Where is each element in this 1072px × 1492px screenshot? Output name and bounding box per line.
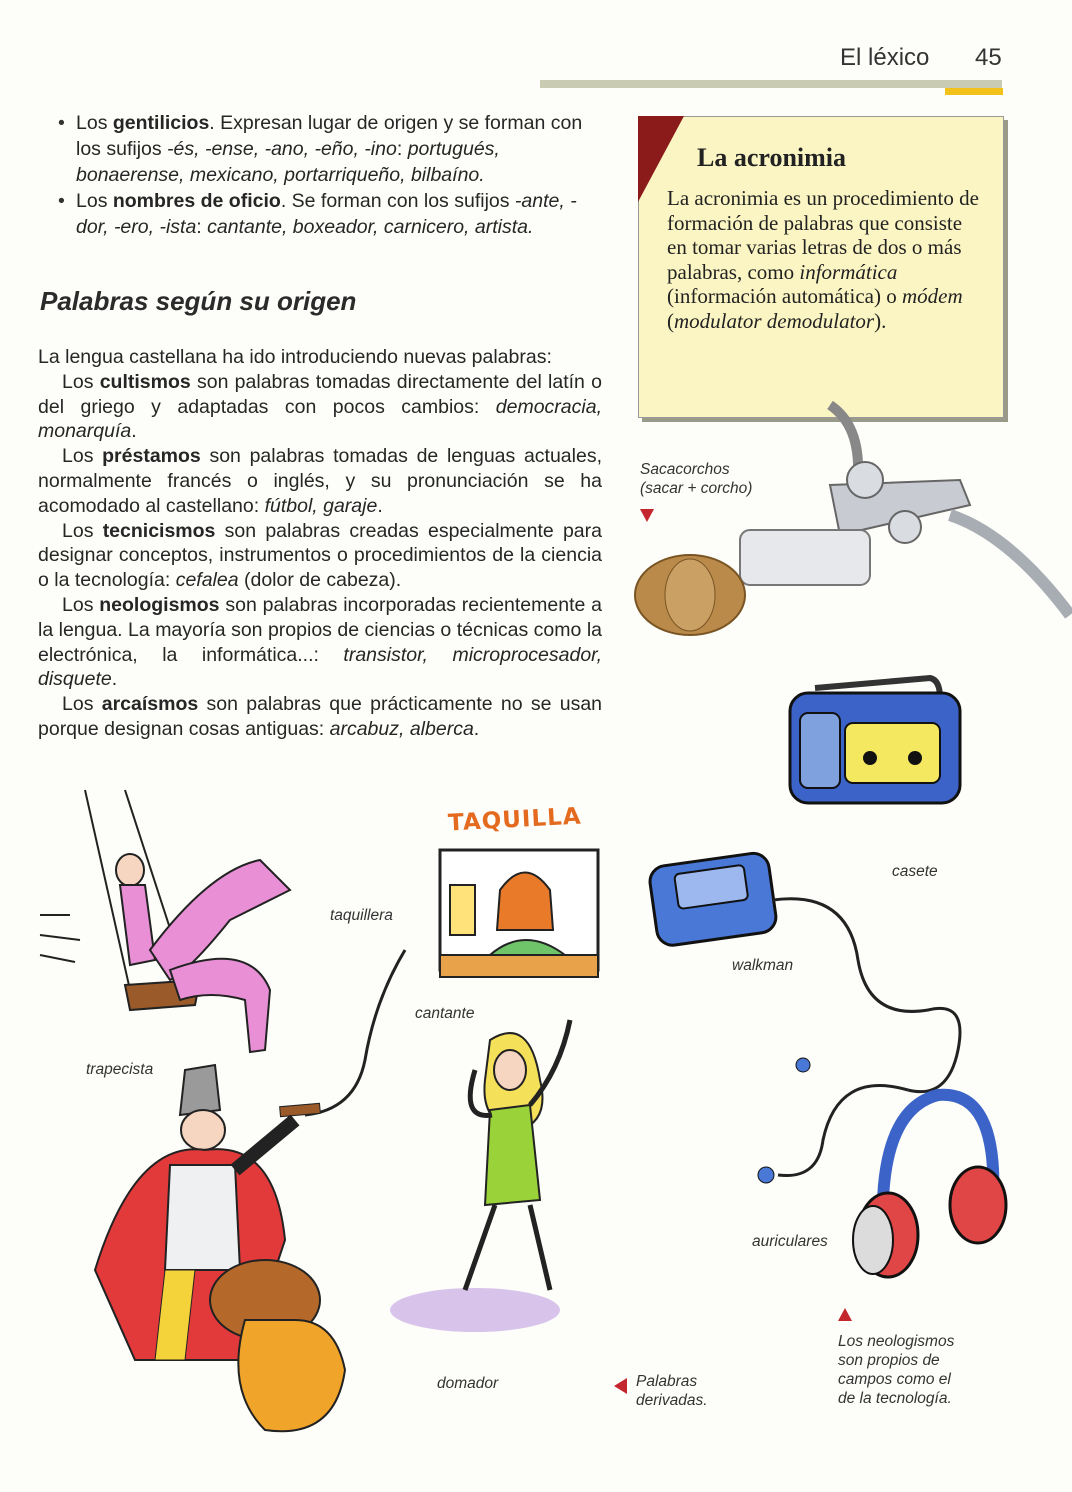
bullet-gentilicios xyxy=(58,110,603,188)
caption-line: son propios de xyxy=(838,1352,940,1369)
sidebar-text-b: (información automática) o xyxy=(667,284,902,309)
sidebar-text xyxy=(667,186,987,334)
para-text: son palabras incorporadas recientemente a la lengua. La mayoría son propios de ciencias o técnicas como la electrónica, la informática...: xyxy=(38,593,603,666)
sidebar-term: modulator demodulator xyxy=(674,308,875,333)
bullet-list xyxy=(58,110,603,240)
caption-line: de la tecnología. xyxy=(838,1390,952,1407)
sidebar-text-a: La acronimia es un procedimiento de formación de palabras que consiste en tomar varias letras de dos o más palabras, como xyxy=(667,186,979,284)
corkscrew-illustration xyxy=(630,385,1070,645)
caption-line: campos como el xyxy=(838,1371,951,1388)
para-lead: Los xyxy=(62,693,102,716)
caption-auriculares: auriculares xyxy=(752,1233,828,1250)
bullet-suffixes: -ante, -dor, -ero, -ista xyxy=(76,190,577,238)
caption-walkman: walkman xyxy=(732,957,794,974)
cassette-player-illustration xyxy=(780,668,970,818)
para-lead: Los xyxy=(62,519,103,542)
sidebar-title: La acronimia xyxy=(697,143,847,172)
para-term: tecnicismos xyxy=(102,519,216,542)
caption-trapecista: trapecista xyxy=(86,1061,154,1078)
caption-line: derivadas. xyxy=(636,1392,708,1409)
para-end: (dolor de cabeza). xyxy=(238,569,402,592)
bullet-term: gentilicios xyxy=(112,112,210,134)
para-term: neologismos xyxy=(99,593,220,616)
caption-neologismos xyxy=(838,1332,954,1408)
triangle-up-icon xyxy=(838,1308,852,1321)
sidebar-text-c: ( xyxy=(667,308,674,333)
bullet-text: . Se forman con los sufijos xyxy=(280,190,515,212)
bullet-colon: : xyxy=(396,138,408,160)
paragraph-neologismos xyxy=(38,593,602,692)
lion-tamer-illustration xyxy=(75,940,435,1460)
bullet-examples: cantante, boxeador, carnicero, artista. xyxy=(207,216,534,238)
bullet-text: . Expresan lugar de origen y se forman con los sufijos xyxy=(76,112,583,160)
para-examples: fútbol, garaje xyxy=(264,494,378,517)
para-text: son palabras que prácticamente no se usan porque designan cosas antiguas: xyxy=(38,693,603,740)
para-examples: arcabuz, alberca xyxy=(329,717,474,740)
bullet-lead: Los xyxy=(76,112,113,134)
caption-domador: domador xyxy=(437,1375,499,1392)
para-end: . xyxy=(131,420,137,443)
paragraph-arcaismos xyxy=(38,692,602,742)
bullet-examples: portugués, bonaerense, mexicano, portarriqueño, bilbaíno. xyxy=(76,138,500,186)
para-end: . xyxy=(377,494,383,517)
para-lead: Los xyxy=(62,593,100,616)
header-accent-bar xyxy=(945,88,1003,95)
sidebar-text-d: ). xyxy=(874,308,887,333)
para-examples: transistor, microprocesador, disquete xyxy=(38,643,603,691)
para-lead: Los xyxy=(62,370,100,393)
walkman-illustration xyxy=(648,840,1028,1260)
paragraph-tecnicismos xyxy=(38,519,602,593)
para-term: préstamos xyxy=(102,445,201,468)
caption-line: (sacar + corcho) xyxy=(640,480,753,497)
paragraph-cultismos xyxy=(38,370,602,444)
triangle-left-icon xyxy=(614,1378,627,1394)
sidebar-term: módem xyxy=(902,284,963,309)
caption-derivadas xyxy=(636,1372,708,1410)
bullet-oficio xyxy=(58,188,603,240)
paragraph-prestamos xyxy=(38,444,602,518)
para-text: son palabras tomadas directamente del latín o del griego y adaptadas con pocos cambios: xyxy=(38,370,603,418)
para-text: son palabras creadas especialmente para designar conceptos, instrumentos o procedimientos de la ciencia o la tecnología: xyxy=(38,519,602,592)
caption-casete: casete xyxy=(892,863,938,880)
para-term: cultismos xyxy=(99,370,191,393)
para-end: . xyxy=(473,717,480,740)
para-lead: Los xyxy=(62,445,103,468)
sidebar-term: informática xyxy=(799,259,898,284)
para-examples: cefalea xyxy=(175,569,239,592)
bullet-lead: Los xyxy=(76,190,113,212)
caption-line: Los neologismos xyxy=(838,1333,955,1350)
body-text xyxy=(38,345,602,742)
para-end: . xyxy=(111,668,118,691)
caption-taquillera: taquillera xyxy=(330,907,393,924)
para-examples: democracia, monarquía xyxy=(38,395,602,443)
bullet-colon: : xyxy=(196,216,208,238)
page-number: 45 xyxy=(975,44,1002,71)
running-head: El léxico xyxy=(840,44,930,71)
bullet-term: nombres de oficio xyxy=(112,190,281,212)
caption-line: Palabras xyxy=(636,1373,698,1390)
para-term: arcaísmos xyxy=(101,693,199,716)
bullet-suffixes: -és, -ense, -ano, -eño, -ino xyxy=(167,138,397,160)
section-title: Palabras según su origen xyxy=(40,286,357,316)
header-rule xyxy=(540,80,1002,88)
ticket-booth-illustration xyxy=(435,845,605,985)
taquilla-sign: TAQUILLA xyxy=(447,803,583,837)
para-text: son palabras tomadas de lenguas actuales, normalmente francés o inglés, y su pronunciación se ha acomodado al castellano: xyxy=(38,445,602,517)
caption-line: Sacacorchos xyxy=(640,461,730,478)
caption-cantante: cantante xyxy=(415,1005,475,1022)
intro-paragraph: La lengua castellana ha ido introduciendo nuevas palabras: xyxy=(38,346,552,368)
